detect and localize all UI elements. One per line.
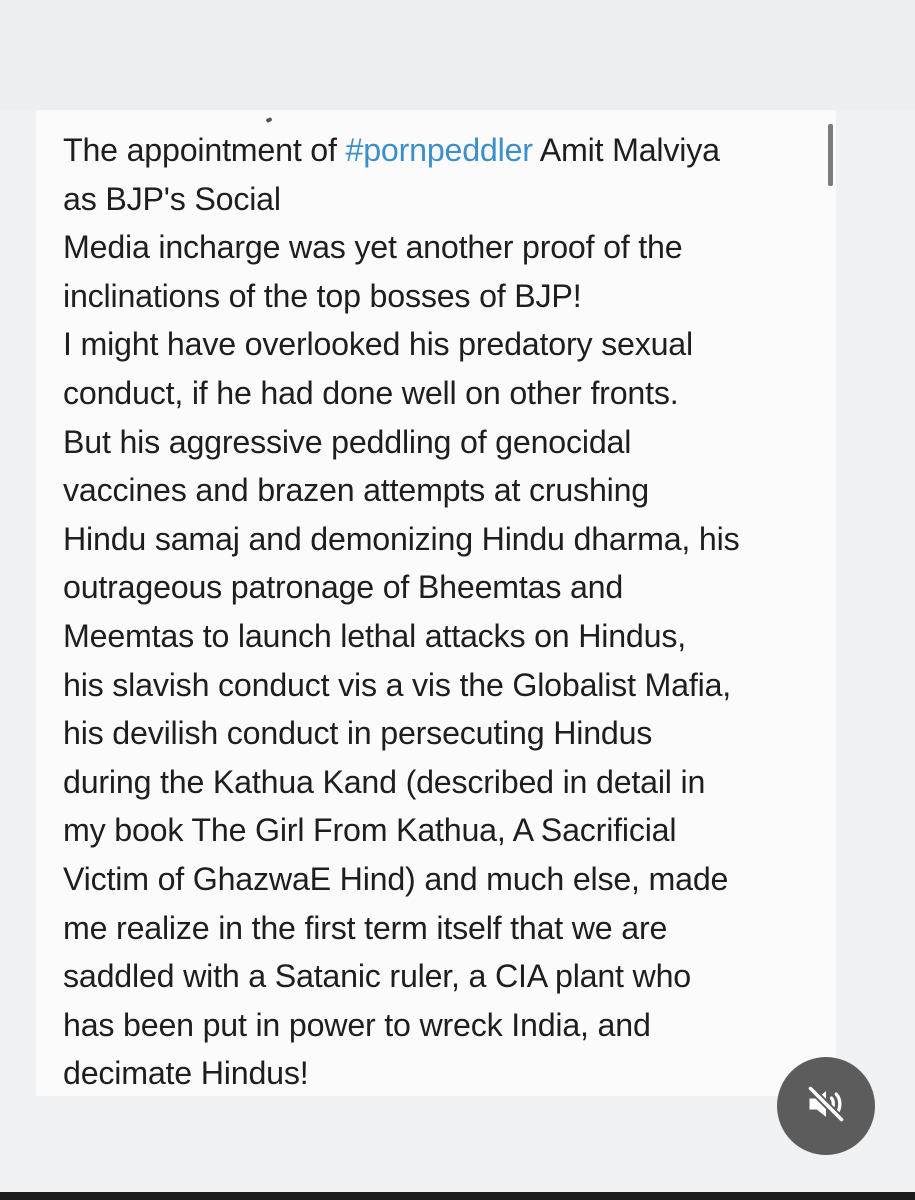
post-text-name: Amit Malviya <box>532 132 720 168</box>
post-line: I might have overlooked his predatory sexual <box>63 326 693 363</box>
post-line: has been put in power to wreck India, and <box>63 1006 651 1043</box>
bottom-edge-bar <box>0 1192 915 1200</box>
post-line: my book The Girl From Kathua, A Sacrificial <box>63 812 677 849</box>
scroll-indicator[interactable] <box>828 124 833 186</box>
cropped-text-fragment <box>265 117 272 123</box>
post-line: during the Kathua Kand (described in detail in <box>63 763 706 800</box>
post-line: as BJP's Social <box>63 180 281 217</box>
post-line: vaccines and brazen attempts at crushing <box>63 472 650 509</box>
post-text <box>63 126 823 1098</box>
post-line: outrageous patronage of Bheemtas and <box>63 569 624 606</box>
post-line: Media incharge was yet another proof of the <box>63 229 683 266</box>
post-line: Victim of GhazwaE Hind) and much else, made <box>63 860 729 897</box>
post-line: his slavish conduct vis a vis the Globalist Mafia, <box>63 666 732 703</box>
post-line: inclinations of the top bosses of BJP! <box>63 277 582 314</box>
speaker-muted-icon <box>804 1082 848 1131</box>
post-line: conduct, if he had done well on other fronts. <box>63 374 679 411</box>
post-line: me realize in the first term itself that we are <box>63 909 668 946</box>
top-background <box>0 0 915 110</box>
mute-button[interactable] <box>777 1057 875 1155</box>
post-line: Meemtas to launch lethal attacks on Hindus, <box>63 617 686 654</box>
post-line <box>63 126 823 175</box>
post-line: saddled with a Satanic ruler, a CIA plant who <box>63 958 691 995</box>
post-line: decimate Hindus! <box>63 1055 309 1092</box>
hashtag-link[interactable]: #pornpeddler <box>345 132 533 168</box>
post-line: his devilish conduct in persecuting Hindus <box>63 715 653 752</box>
post-line: But his aggressive peddling of genocidal <box>63 423 632 460</box>
post-text-intro: The appointment of <box>63 132 346 168</box>
post-line: Hindu samaj and demonizing Hindu dharma, his <box>63 520 740 557</box>
